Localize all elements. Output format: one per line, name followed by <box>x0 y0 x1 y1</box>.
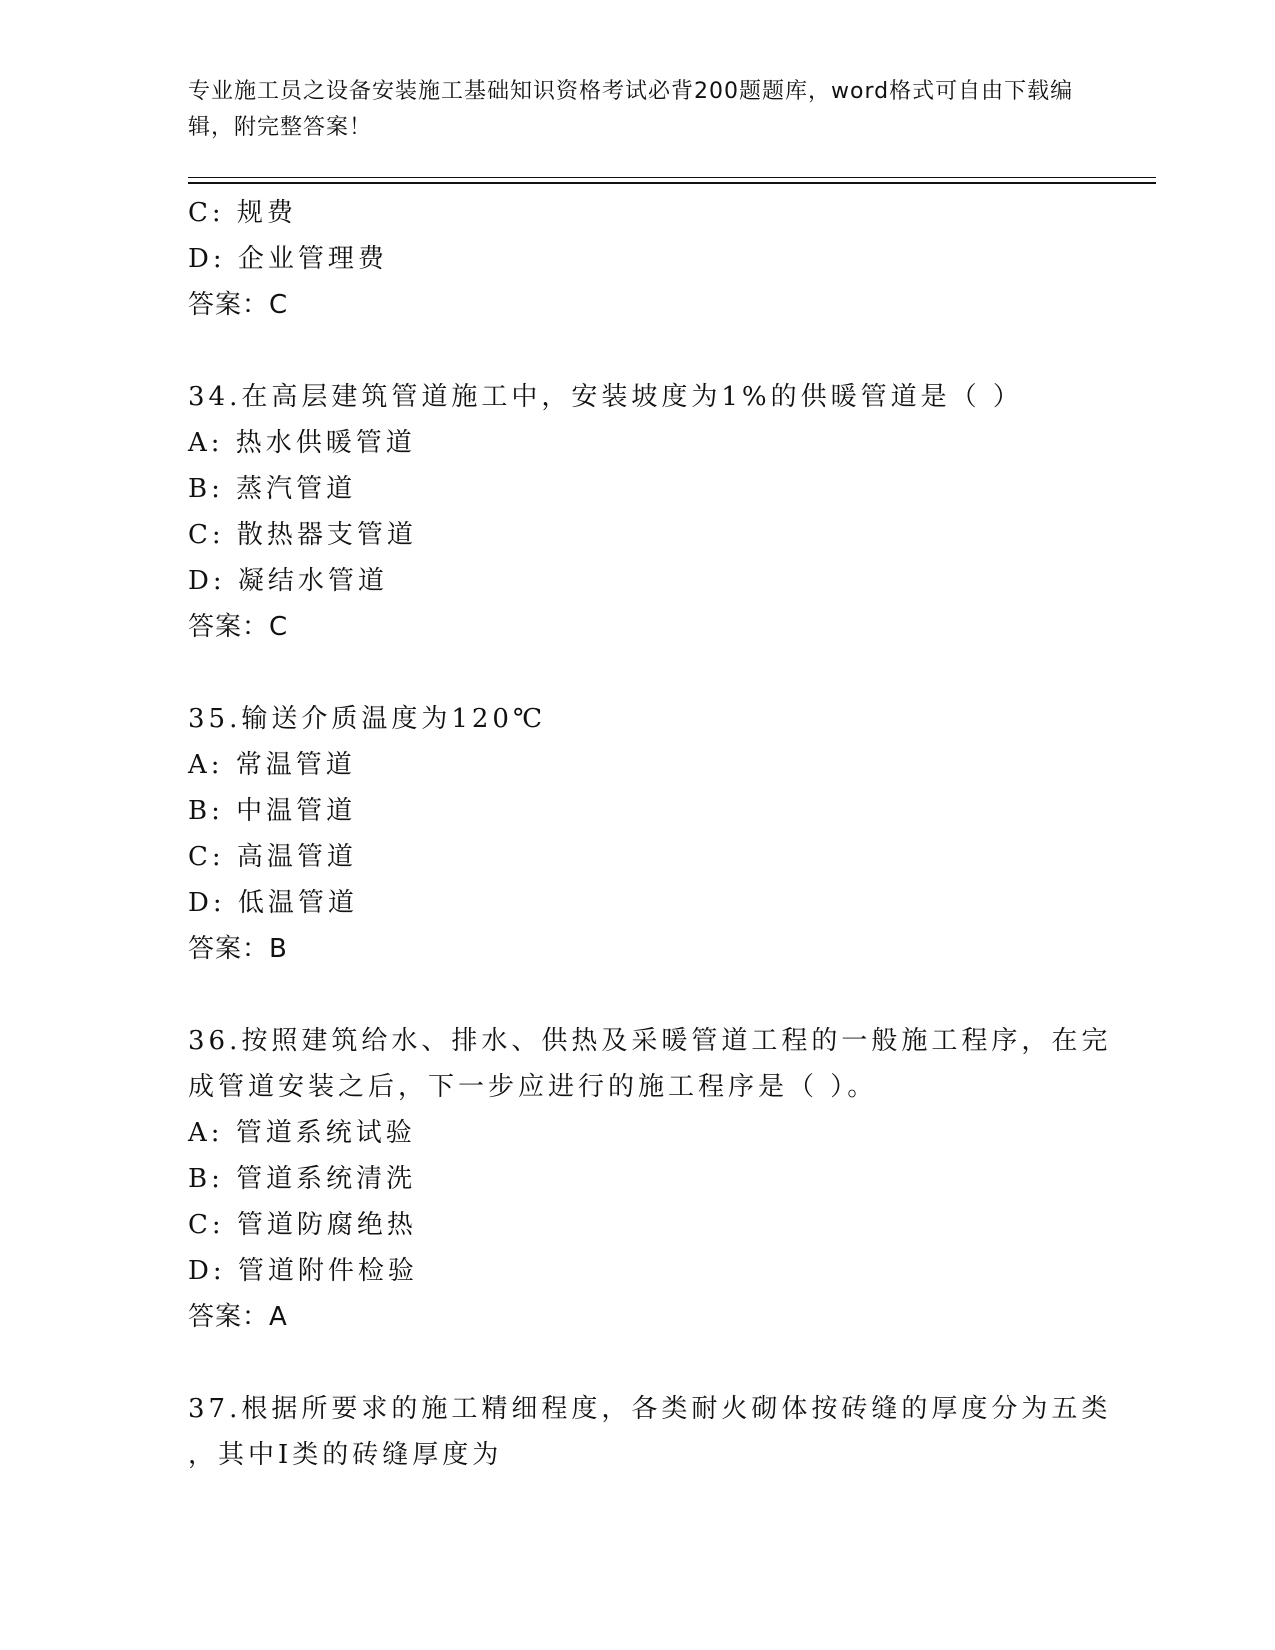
header-divider-thin <box>188 177 1156 178</box>
spacer <box>188 972 1088 1018</box>
answer-line: 答案：A <box>188 1302 288 1332</box>
spacer <box>188 328 1088 374</box>
option-a: A: 热水供暖管道 <box>188 428 416 458</box>
spacer <box>188 650 1088 696</box>
option-b: B: 管道系统清洗 <box>188 1164 417 1194</box>
header-divider-thick <box>188 182 1156 184</box>
answer-line: 答案：B <box>188 934 288 964</box>
spacer <box>188 1340 1088 1386</box>
option-b: B: 中温管道 <box>188 796 357 826</box>
answer-line: 答案：C <box>188 612 289 642</box>
option-a: A: 管道系统试验 <box>188 1118 416 1148</box>
question-list <box>188 190 1112 1478</box>
option-c: C: 管道防腐绝热 <box>188 1210 417 1240</box>
answer-line: 答案：C <box>188 290 289 320</box>
option-a: A: 常温管道 <box>188 750 356 780</box>
option-d: D: 低温管道 <box>188 888 358 918</box>
option-d: D: 企业管理费 <box>188 244 388 274</box>
question-36-stem-line1: 36.按照建筑给水、排水、供热及采暖管道工程的一般施工程序，在完 <box>188 1026 1112 1056</box>
question-34-stem: 34.在高层建筑管道施工中，安装坡度为1%的供暖管道是（ ） <box>188 382 1023 412</box>
option-d: D: 管道附件检验 <box>188 1256 418 1286</box>
option-b: B: 蒸汽管道 <box>188 474 357 504</box>
option-c: C: 规费 <box>188 198 297 228</box>
question-35-stem: 35.输送介质温度为120℃ <box>188 704 547 734</box>
question-37-stem-line1: 37.根据所要求的施工精细程度，各类耐火砌体按砖缝的厚度分为五类 <box>188 1394 1112 1424</box>
option-c: C: 高温管道 <box>188 842 357 872</box>
question-37-stem-line2: ，其中I类的砖缝厚度为 <box>188 1440 503 1470</box>
document-header: 专业施工员之设备安装施工基础知识资格考试必背200题题库，word格式可自由下载编辑，附完整答案！ <box>188 79 1074 140</box>
option-c: C: 散热器支管道 <box>188 520 417 550</box>
option-d: D: 凝结水管道 <box>188 566 388 596</box>
question-36-stem-line2: 成管道安装之后，下一步应进行的施工程序是（ ）。 <box>188 1072 878 1102</box>
